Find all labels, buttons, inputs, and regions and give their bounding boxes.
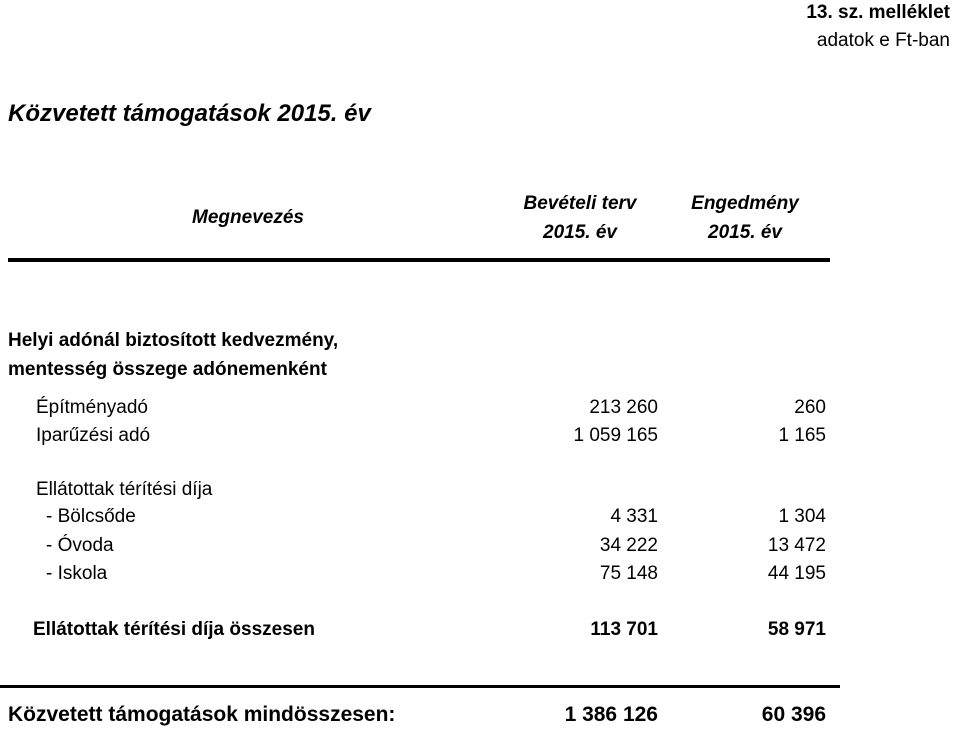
subtotal-deduction: 58 971 — [767, 619, 826, 640]
row-revenue: 213 260 — [589, 397, 658, 418]
annex-number: 13. sz. melléklet — [806, 2, 950, 23]
row-revenue: 4 331 — [610, 506, 658, 527]
row-revenue: 34 222 — [599, 535, 658, 556]
grand-total-label: Közvetett támogatások mindösszesen: — [8, 703, 396, 726]
row-deduction: 44 195 — [767, 563, 826, 584]
column-header-revenue-year: 2015. év — [543, 222, 617, 243]
row-deduction: 1 165 — [778, 425, 826, 446]
total-divider — [0, 685, 840, 688]
subtotal-revenue: 113 701 — [590, 619, 658, 640]
row-label: Építményadó — [36, 397, 148, 418]
column-header-deduction-year: 2015. év — [708, 222, 782, 243]
column-header-deduction: Engedmény — [691, 193, 799, 214]
row-label: - Óvoda — [46, 535, 114, 556]
row-label: Iparűzési adó — [36, 425, 151, 446]
units-note: adatok e Ft-ban — [816, 30, 950, 51]
grand-total-revenue: 1 386 126 — [564, 703, 658, 726]
section-title-local-tax: Helyi adónál biztosított kedvezmény, — [8, 330, 339, 351]
row-deduction: 260 — [794, 397, 826, 418]
row-label: - Bölcsőde — [46, 506, 136, 527]
section-title-local-tax-line2: mentesség összege adónemenként — [8, 359, 327, 380]
row-deduction: 1 304 — [778, 506, 826, 527]
row-deduction: 13 472 — [767, 535, 826, 556]
header-divider — [8, 258, 830, 262]
subtotal-label: Ellátottak térítési díja összesen — [33, 619, 315, 640]
row-revenue: 75 148 — [599, 563, 658, 584]
column-header-revenue: Bevételi terv — [523, 193, 637, 214]
grand-total-deduction: 60 396 — [761, 703, 826, 726]
section-title-fees: Ellátottak térítési díja — [36, 479, 213, 500]
column-header-name: Megnevezés — [192, 207, 304, 228]
row-revenue: 1 059 165 — [573, 425, 658, 446]
row-label: - Iskola — [46, 563, 108, 584]
page-title: Közvetett támogatások 2015. év — [8, 100, 371, 127]
